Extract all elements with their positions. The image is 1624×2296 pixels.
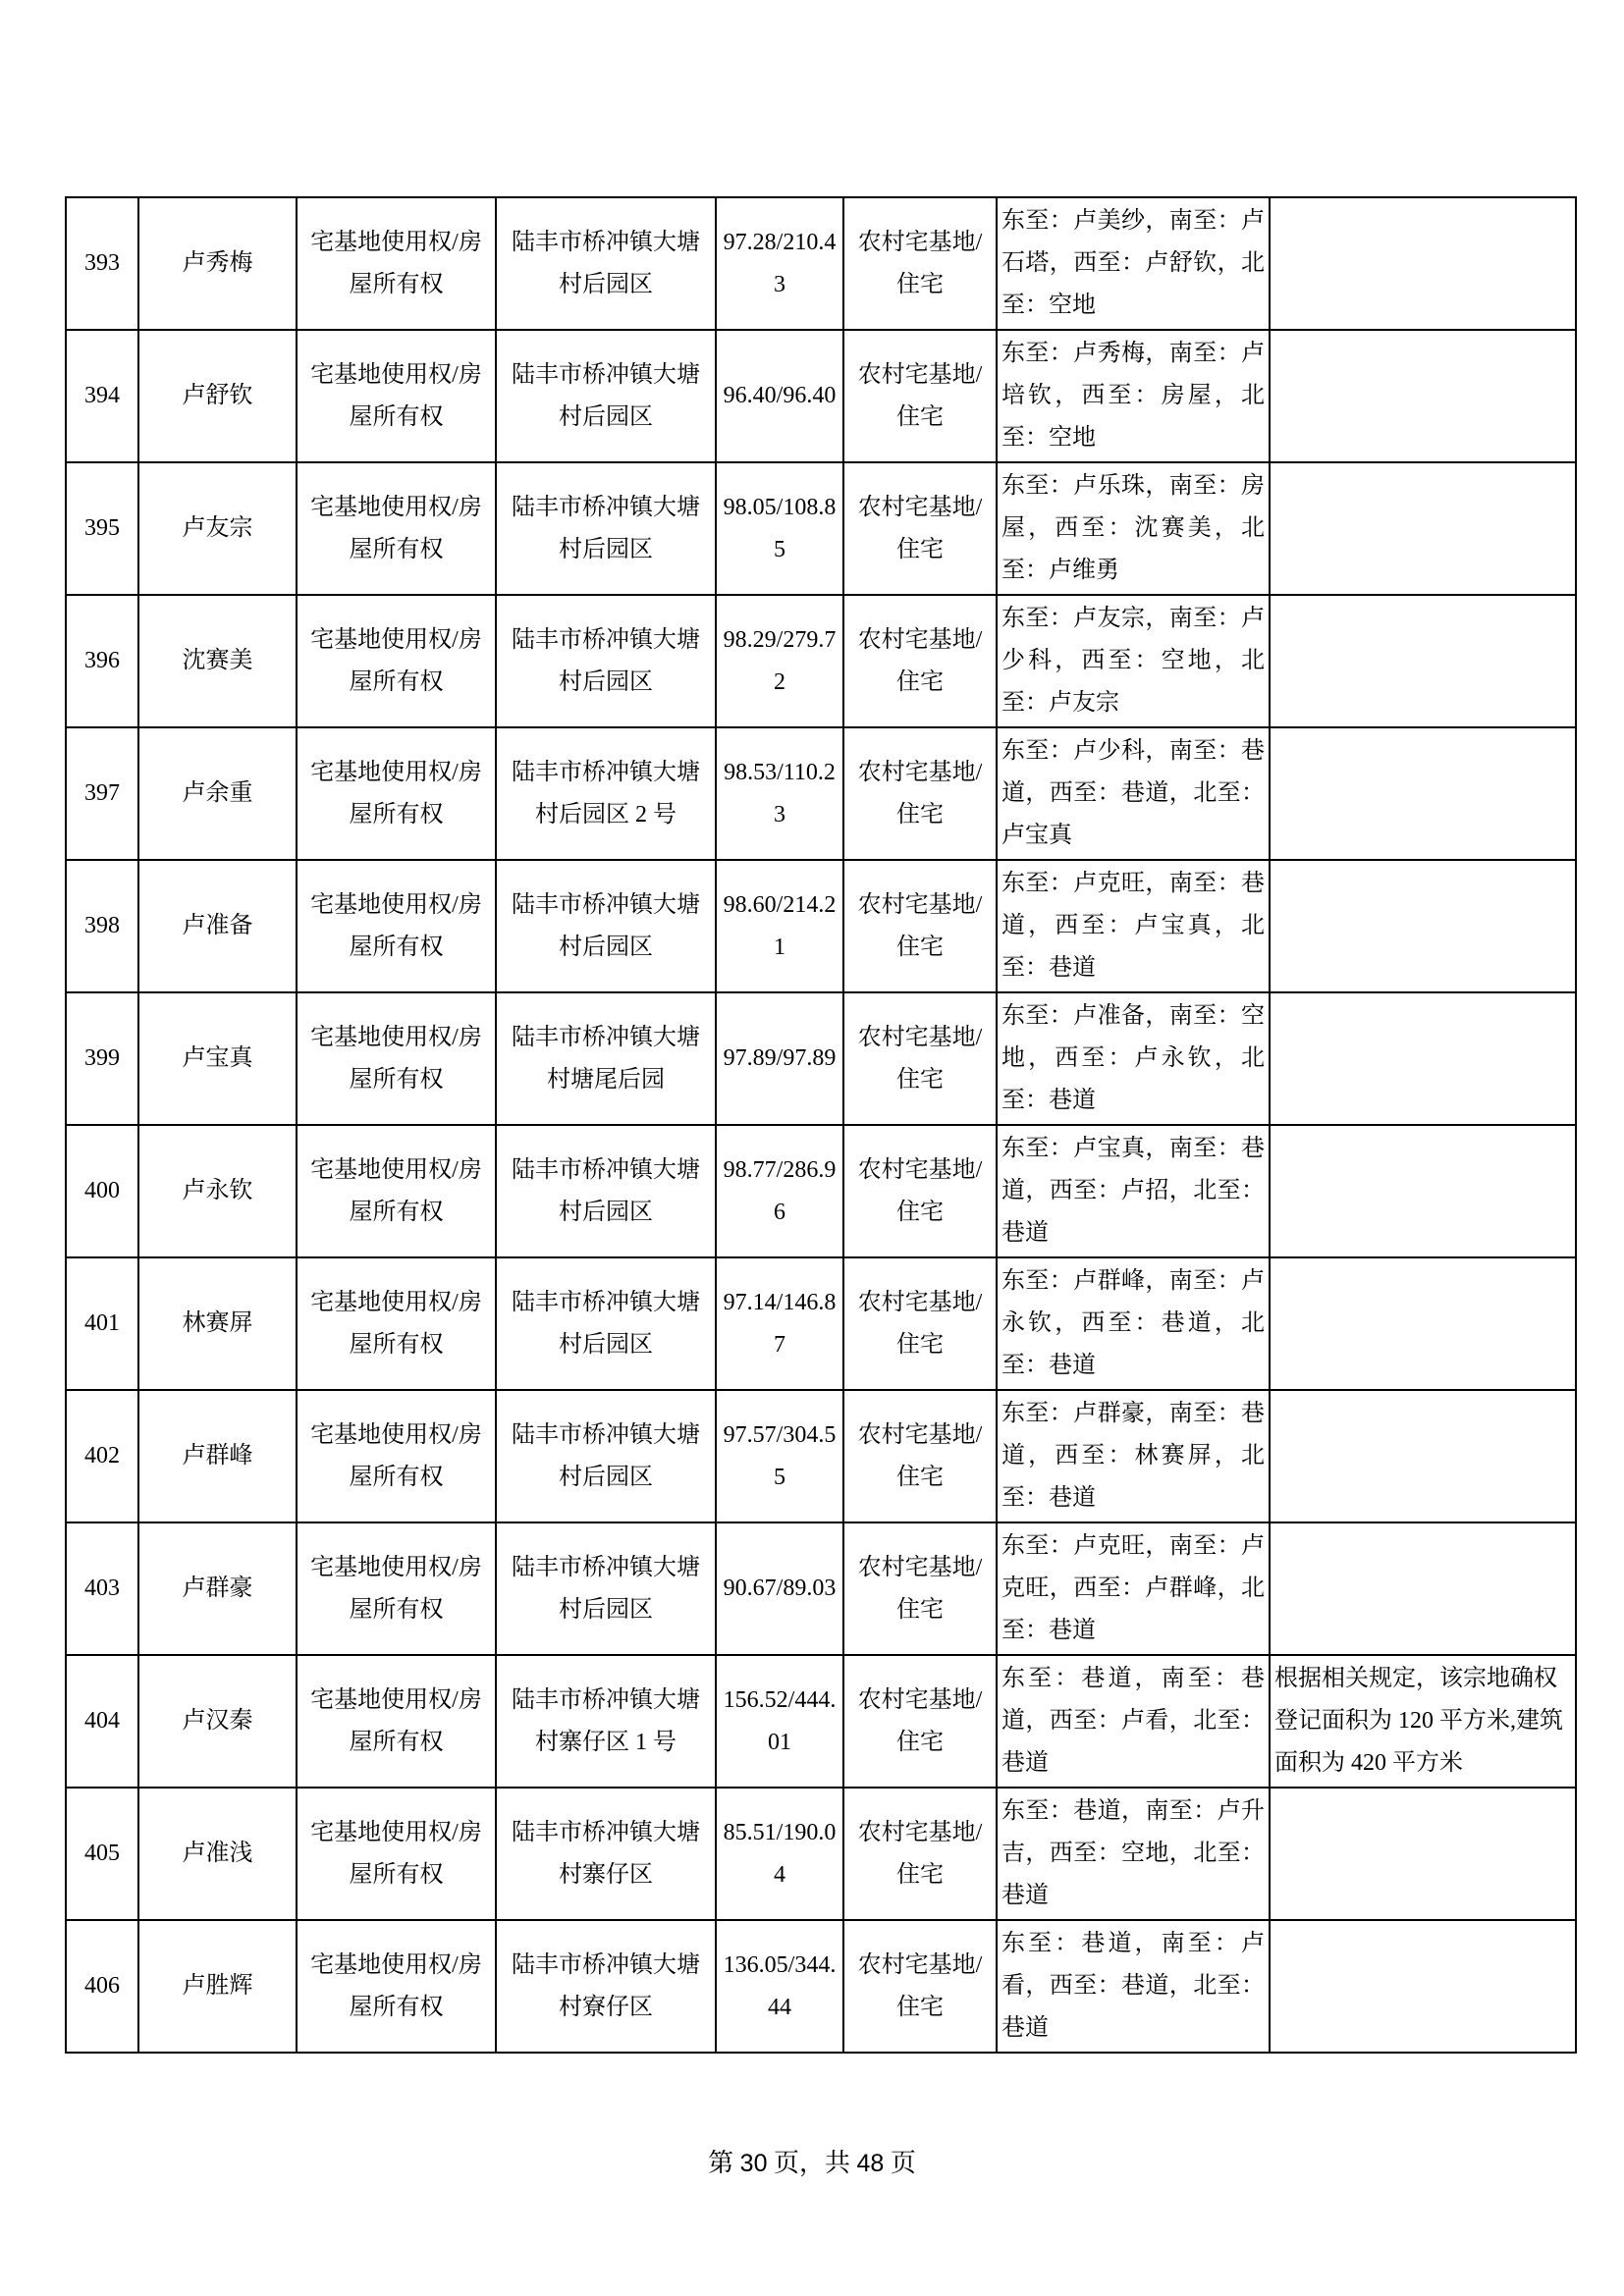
table-row bbox=[66, 330, 1576, 462]
location-cell: 陆丰市桥冲镇大塘村后园区 bbox=[496, 1390, 716, 1522]
area-cell: 156.52/444.01 bbox=[716, 1655, 843, 1788]
row-number-cell: 401 bbox=[66, 1257, 138, 1390]
boundaries-cell: 东至：卢准备，南至：空地，西至：卢永钦，北至：巷道 bbox=[997, 992, 1270, 1125]
area-cell: 98.60/214.21 bbox=[716, 860, 843, 992]
remark-cell bbox=[1270, 992, 1576, 1125]
owner-name-cell: 卢准浅 bbox=[138, 1788, 297, 1920]
remark-cell bbox=[1270, 860, 1576, 992]
table-row bbox=[66, 1920, 1576, 2053]
remark-cell bbox=[1270, 1257, 1576, 1390]
owner-name-cell: 沈赛美 bbox=[138, 595, 297, 727]
location-cell: 陆丰市桥冲镇大塘村后园区 bbox=[496, 1125, 716, 1257]
land-use-cell: 农村宅基地/住宅 bbox=[843, 860, 997, 992]
row-number-cell: 402 bbox=[66, 1390, 138, 1522]
right-type-cell: 宅基地使用权/房屋所有权 bbox=[297, 462, 496, 595]
right-type-cell: 宅基地使用权/房屋所有权 bbox=[297, 1257, 496, 1390]
remark-cell: 根据相关规定，该宗地确权登记面积为 120 平方米,建筑面积为 420 平方米 bbox=[1270, 1655, 1576, 1788]
right-type-cell: 宅基地使用权/房屋所有权 bbox=[297, 1655, 496, 1788]
footer-prefix: 第 bbox=[708, 2149, 740, 2177]
location-cell: 陆丰市桥冲镇大塘村后园区 bbox=[496, 462, 716, 595]
location-cell: 陆丰市桥冲镇大塘村后园区 2 号 bbox=[496, 727, 716, 860]
table-row bbox=[66, 1522, 1576, 1655]
land-use-cell: 农村宅基地/住宅 bbox=[843, 1125, 997, 1257]
remark-cell bbox=[1270, 1920, 1576, 2053]
boundaries-cell: 东至：卢克旺，南至：巷道，西至：卢宝真，北至：巷道 bbox=[997, 860, 1270, 992]
remark-cell bbox=[1270, 330, 1576, 462]
owner-name-cell: 卢舒钦 bbox=[138, 330, 297, 462]
boundaries-cell: 东至：卢友宗，南至：卢少科，西至：空地，北至：卢友宗 bbox=[997, 595, 1270, 727]
owner-name-cell: 卢宝真 bbox=[138, 992, 297, 1125]
location-cell: 陆丰市桥冲镇大塘村后园区 bbox=[496, 1522, 716, 1655]
area-cell: 90.67/89.03 bbox=[716, 1522, 843, 1655]
remark-cell bbox=[1270, 197, 1576, 330]
boundaries-cell: 东至：巷道，南至：巷道，西至：卢看，北至：巷道 bbox=[997, 1655, 1270, 1788]
remark-cell bbox=[1270, 727, 1576, 860]
right-type-cell: 宅基地使用权/房屋所有权 bbox=[297, 1920, 496, 2053]
table-row bbox=[66, 992, 1576, 1125]
location-cell: 陆丰市桥冲镇大塘村后园区 bbox=[496, 860, 716, 992]
location-cell: 陆丰市桥冲镇大塘村后园区 bbox=[496, 330, 716, 462]
table-row bbox=[66, 1655, 1576, 1788]
row-number-cell: 398 bbox=[66, 860, 138, 992]
land-use-cell: 农村宅基地/住宅 bbox=[843, 992, 997, 1125]
row-number-cell: 396 bbox=[66, 595, 138, 727]
table-row bbox=[66, 1125, 1576, 1257]
right-type-cell: 宅基地使用权/房屋所有权 bbox=[297, 330, 496, 462]
boundaries-cell: 东至：卢群峰，南至：卢永钦，西至：巷道，北至：巷道 bbox=[997, 1257, 1270, 1390]
land-use-cell: 农村宅基地/住宅 bbox=[843, 462, 997, 595]
land-use-cell: 农村宅基地/住宅 bbox=[843, 727, 997, 860]
land-use-cell: 农村宅基地/住宅 bbox=[843, 1522, 997, 1655]
remark-cell bbox=[1270, 462, 1576, 595]
right-type-cell: 宅基地使用权/房屋所有权 bbox=[297, 1788, 496, 1920]
footer-page-number: 30 bbox=[739, 2150, 768, 2177]
remark-cell bbox=[1270, 1390, 1576, 1522]
remark-cell bbox=[1270, 1788, 1576, 1920]
table-row bbox=[66, 727, 1576, 860]
land-use-cell: 农村宅基地/住宅 bbox=[843, 197, 997, 330]
owner-name-cell: 卢友宗 bbox=[138, 462, 297, 595]
location-cell: 陆丰市桥冲镇大塘村后园区 bbox=[496, 1257, 716, 1390]
table-row bbox=[66, 1390, 1576, 1522]
land-use-cell: 农村宅基地/住宅 bbox=[843, 1257, 997, 1390]
table-row bbox=[66, 462, 1576, 595]
boundaries-cell: 东至：卢乐珠，南至：房屋，西至：沈赛美，北至：卢维勇 bbox=[997, 462, 1270, 595]
owner-name-cell: 林赛屏 bbox=[138, 1257, 297, 1390]
location-cell: 陆丰市桥冲镇大塘村塘尾后园 bbox=[496, 992, 716, 1125]
area-cell: 136.05/344.44 bbox=[716, 1920, 843, 2053]
row-number-cell: 397 bbox=[66, 727, 138, 860]
row-number-cell: 393 bbox=[66, 197, 138, 330]
area-cell: 98.53/110.23 bbox=[716, 727, 843, 860]
remark-cell bbox=[1270, 1125, 1576, 1257]
footer-total-pages: 48 bbox=[856, 2150, 885, 2177]
table-row bbox=[66, 860, 1576, 992]
right-type-cell: 宅基地使用权/房屋所有权 bbox=[297, 1390, 496, 1522]
boundaries-cell: 东至：卢秀梅，南至：卢培钦，西至：房屋，北至：空地 bbox=[997, 330, 1270, 462]
owner-name-cell: 卢汉秦 bbox=[138, 1655, 297, 1788]
footer-suffix: 页 bbox=[884, 2149, 916, 2177]
area-cell: 97.89/97.89 bbox=[716, 992, 843, 1125]
location-cell: 陆丰市桥冲镇大塘村寨仔区 1 号 bbox=[496, 1655, 716, 1788]
location-cell: 陆丰市桥冲镇大塘村后园区 bbox=[496, 595, 716, 727]
table-row bbox=[66, 1257, 1576, 1390]
location-cell: 陆丰市桥冲镇大塘村寨仔区 bbox=[496, 1788, 716, 1920]
land-use-cell: 农村宅基地/住宅 bbox=[843, 595, 997, 727]
boundaries-cell: 东至：卢克旺，南至：卢克旺，西至：卢群峰，北至：巷道 bbox=[997, 1522, 1270, 1655]
table-row bbox=[66, 1788, 1576, 1920]
row-number-cell: 404 bbox=[66, 1655, 138, 1788]
owner-name-cell: 卢余重 bbox=[138, 727, 297, 860]
owner-name-cell: 卢群峰 bbox=[138, 1390, 297, 1522]
land-rights-table bbox=[65, 196, 1577, 2054]
land-use-cell: 农村宅基地/住宅 bbox=[843, 1655, 997, 1788]
row-number-cell: 406 bbox=[66, 1920, 138, 2053]
table-row bbox=[66, 595, 1576, 727]
land-use-cell: 农村宅基地/住宅 bbox=[843, 1788, 997, 1920]
location-cell: 陆丰市桥冲镇大塘村后园区 bbox=[496, 197, 716, 330]
area-cell: 97.57/304.55 bbox=[716, 1390, 843, 1522]
area-cell: 98.05/108.85 bbox=[716, 462, 843, 595]
boundaries-cell: 东至：卢美纱，南至：卢石塔，西至：卢舒钦，北至：空地 bbox=[997, 197, 1270, 330]
location-cell: 陆丰市桥冲镇大塘村寮仔区 bbox=[496, 1920, 716, 2053]
remark-cell bbox=[1270, 595, 1576, 727]
right-type-cell: 宅基地使用权/房屋所有权 bbox=[297, 727, 496, 860]
land-use-cell: 农村宅基地/住宅 bbox=[843, 1390, 997, 1522]
area-cell: 96.40/96.40 bbox=[716, 330, 843, 462]
row-number-cell: 399 bbox=[66, 992, 138, 1125]
area-cell: 98.77/286.96 bbox=[716, 1125, 843, 1257]
land-use-cell: 农村宅基地/住宅 bbox=[843, 330, 997, 462]
row-number-cell: 395 bbox=[66, 462, 138, 595]
owner-name-cell: 卢秀梅 bbox=[138, 197, 297, 330]
area-cell: 98.29/279.72 bbox=[716, 595, 843, 727]
area-cell: 97.14/146.87 bbox=[716, 1257, 843, 1390]
right-type-cell: 宅基地使用权/房屋所有权 bbox=[297, 992, 496, 1125]
right-type-cell: 宅基地使用权/房屋所有权 bbox=[297, 1125, 496, 1257]
page-footer bbox=[0, 2146, 1624, 2181]
boundaries-cell: 东至：卢宝真，南至：巷道，西至：卢招，北至：巷道 bbox=[997, 1125, 1270, 1257]
boundaries-cell: 东至：巷道，南至：卢看，西至：巷道，北至：巷道 bbox=[997, 1920, 1270, 2053]
area-cell: 85.51/190.04 bbox=[716, 1788, 843, 1920]
boundaries-cell: 东至：巷道，南至：卢升吉，西至：空地，北至：巷道 bbox=[997, 1788, 1270, 1920]
row-number-cell: 400 bbox=[66, 1125, 138, 1257]
owner-name-cell: 卢准备 bbox=[138, 860, 297, 992]
row-number-cell: 405 bbox=[66, 1788, 138, 1920]
owner-name-cell: 卢群豪 bbox=[138, 1522, 297, 1655]
table-row bbox=[66, 197, 1576, 330]
right-type-cell: 宅基地使用权/房屋所有权 bbox=[297, 1522, 496, 1655]
right-type-cell: 宅基地使用权/房屋所有权 bbox=[297, 197, 496, 330]
owner-name-cell: 卢胜辉 bbox=[138, 1920, 297, 2053]
right-type-cell: 宅基地使用权/房屋所有权 bbox=[297, 595, 496, 727]
right-type-cell: 宅基地使用权/房屋所有权 bbox=[297, 860, 496, 992]
owner-name-cell: 卢永钦 bbox=[138, 1125, 297, 1257]
boundaries-cell: 东至：卢少科，南至：巷道，西至：巷道，北至：卢宝真 bbox=[997, 727, 1270, 860]
footer-middle: 页，共 bbox=[767, 2149, 857, 2177]
land-use-cell: 农村宅基地/住宅 bbox=[843, 1920, 997, 2053]
row-number-cell: 403 bbox=[66, 1522, 138, 1655]
remark-cell bbox=[1270, 1522, 1576, 1655]
boundaries-cell: 东至：卢群豪，南至：巷道，西至：林赛屏，北至：巷道 bbox=[997, 1390, 1270, 1522]
row-number-cell: 394 bbox=[66, 330, 138, 462]
area-cell: 97.28/210.43 bbox=[716, 197, 843, 330]
